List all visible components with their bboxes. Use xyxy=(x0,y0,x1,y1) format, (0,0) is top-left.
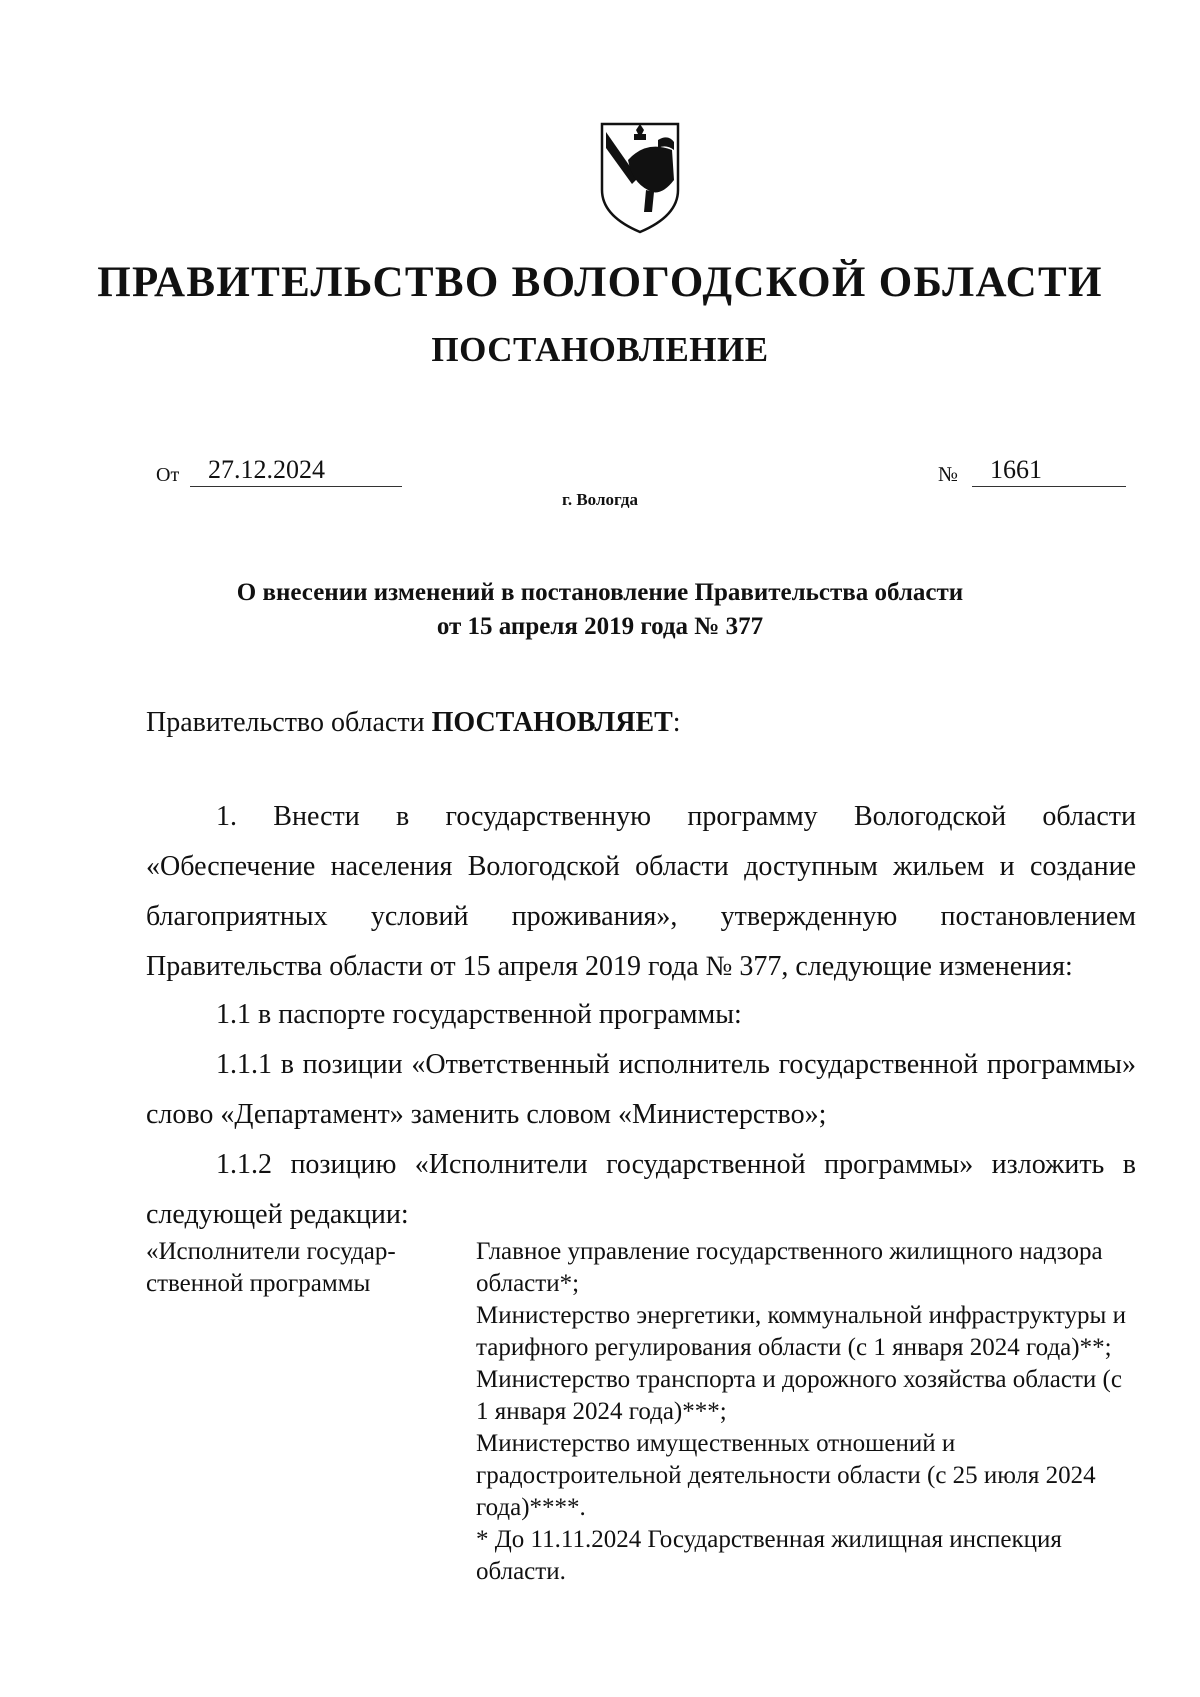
government-title: ПРАВИТЕЛЬСТВО ВОЛОГОДСКОЙ ОБЛАСТИ xyxy=(97,259,1103,306)
footnote: * До 11.11.2024 Государственная жилищная инспекция области. xyxy=(476,1526,1062,1585)
number-value: 1661 xyxy=(972,454,1126,487)
document-subject xyxy=(0,576,1200,644)
paragraph-1-1-2-continued: следующей редакции: xyxy=(146,1199,409,1230)
number-label: № xyxy=(938,462,959,486)
preamble-suffix: : xyxy=(672,707,681,738)
city-label: г. Вологда xyxy=(562,490,638,509)
table-right-cell xyxy=(476,1236,1136,1588)
executor-item: Министерство энергетики, коммунальной инфраструктуры и тарифного регулирования области (с 1 января 2024 года)**; xyxy=(476,1302,1126,1361)
paragraph-1-1-2: 1.1.2 позицию «Исполнители государственной программы» изложить в xyxy=(216,1149,1136,1180)
coat-of-arms-icon xyxy=(598,120,682,236)
table-left-cell: «Исполнители государ-ственной программы xyxy=(146,1238,396,1297)
subject-line-2: от 15 апреля 2019 года № 377 xyxy=(436,613,764,640)
executor-item: Министерство транспорта и дорожного хозяйства области (с 1 января 2024 года)***; xyxy=(476,1366,1122,1425)
document-type: ПОСТАНОВЛЕНИЕ xyxy=(431,330,769,369)
paragraph-1-1-1: 1.1.1 в позиции «Ответственный исполнитель государственной программы» слово «Департамент» заменить словом «Министерство»; xyxy=(146,1049,1136,1130)
preamble-bold: ПОСТАНОВЛЯЕТ xyxy=(431,707,673,738)
preamble-text: Правительство области xyxy=(146,707,432,738)
executor-item: Главное управление государственного жилищного надзора области*; xyxy=(476,1238,1103,1297)
executor-item: Министерство имущественных отношений и градостроительной деятельности области (с 25 июля 2024 года)****. xyxy=(476,1430,1096,1521)
subject-line-1: О внесении изменений в постановление Правительства области xyxy=(236,579,964,606)
paragraph-1: 1. Внести в государственную программу Вологодской области «Обеспечение населения Вологодской области доступным жильем и создание благоприятных условий проживания», утвержденную постановлением Правительства области от 15 апреля 2019 года № 377, следующие изменения: xyxy=(146,801,1136,982)
date-value: 27.12.2024 xyxy=(190,454,402,487)
preamble xyxy=(146,698,1136,748)
date-label: От xyxy=(156,464,180,486)
paragraph-1-1: 1.1 в паспорте государственной программы: xyxy=(216,999,742,1030)
